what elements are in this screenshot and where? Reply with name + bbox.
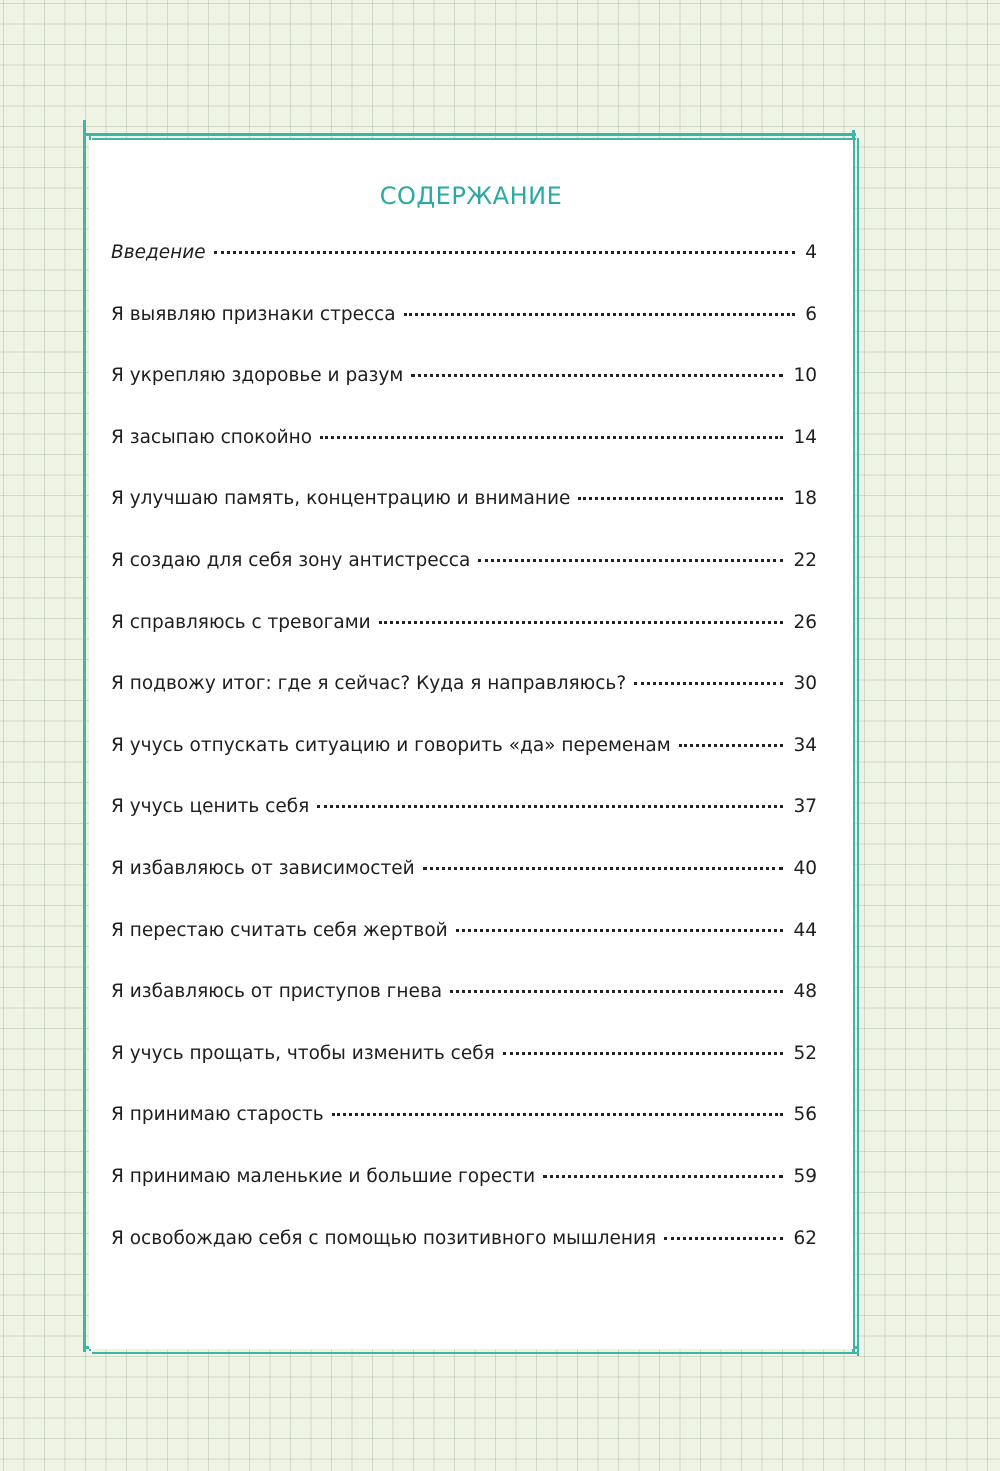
dot-leader [634, 682, 783, 685]
toc-entry-page-number: 59 [793, 1165, 817, 1187]
toc-entry-page-number: 6 [805, 303, 817, 325]
toc-entry-page-number: 34 [793, 734, 817, 756]
dot-leader [503, 1052, 784, 1055]
toc-entry[interactable] [111, 673, 817, 735]
toc-entry-page-number: 44 [793, 919, 817, 941]
toc-entry-title: Я учусь прощать, чтобы изменить себя [111, 1042, 495, 1064]
toc-entry-title: Я подвожу итог: где я сейчас? Куда я направляюсь? [111, 673, 627, 695]
dot-leader [450, 990, 783, 993]
toc-entry-title: Я принимаю старость [111, 1104, 324, 1126]
toc-entry-page-number: 18 [793, 488, 817, 510]
frame-top-line [86, 133, 856, 136]
toc-entry-page-number: 52 [793, 1042, 817, 1064]
frame-left-line [83, 120, 86, 1352]
toc-entry[interactable] [111, 550, 817, 612]
frame-right-line-2 [857, 138, 859, 1356]
dot-leader [456, 929, 784, 932]
toc-entry-title: Я засыпаю спокойно [111, 426, 313, 448]
toc-entry-page-number: 26 [793, 611, 817, 633]
toc-entry-page-number: 56 [793, 1104, 817, 1126]
toc-entry[interactable] [111, 242, 817, 304]
toc-entry-page-number: 14 [793, 426, 817, 448]
toc-entry[interactable] [111, 1228, 817, 1290]
toc-entry[interactable] [111, 981, 817, 1043]
toc-entry-page-number: 4 [805, 242, 817, 263]
dot-leader [320, 436, 783, 439]
toc-entry[interactable] [111, 920, 817, 982]
dot-leader [411, 374, 783, 377]
toc-entry-title: Я выявляю признаки стресса [111, 303, 396, 325]
toc-page [89, 140, 853, 1349]
toc-list [111, 242, 817, 1289]
toc-entry-title: Я избавляюсь от зависимостей [111, 857, 415, 879]
toc-entry[interactable] [111, 427, 817, 489]
toc-entry-page-number: 10 [793, 365, 817, 387]
toc-entry-title: Я укрепляю здоровье и разум [111, 365, 404, 387]
toc-entry[interactable] [111, 1166, 817, 1228]
toc-entry-title: Я освобождаю себя с помощью позитивного мышления [111, 1227, 657, 1249]
dot-leader [679, 744, 784, 747]
frame-bottom-line-2 [92, 1352, 858, 1354]
dot-leader [423, 867, 784, 870]
toc-entry[interactable] [111, 858, 817, 920]
dot-leader [404, 313, 796, 316]
toc-entry-page-number: 30 [793, 673, 817, 695]
dot-leader [664, 1237, 783, 1240]
toc-entry[interactable] [111, 488, 817, 550]
dot-leader [478, 559, 783, 562]
toc-entry-title: Введение [111, 242, 206, 263]
toc-entry-title: Я учусь отпускать ситуацию и говорить «да» переменам [111, 734, 671, 756]
toc-entry[interactable] [111, 612, 817, 674]
toc-entry[interactable] [111, 1043, 817, 1105]
toc-entry-title: Я перестаю считать себя жертвой [111, 919, 448, 941]
toc-entry-page-number: 37 [793, 796, 817, 818]
toc-title: СОДЕРЖАНИЕ [379, 182, 563, 210]
dot-leader [379, 621, 784, 624]
toc-entry[interactable] [111, 365, 817, 427]
toc-entry-title: Я улучшаю память, концентрацию и внимание [111, 488, 571, 510]
toc-entry[interactable] [111, 304, 817, 366]
dot-leader [332, 1113, 784, 1116]
toc-entry-title: Я принимаю маленькие и большие горести [111, 1165, 536, 1187]
toc-entry-title: Я избавляюсь от приступов гнева [111, 981, 443, 1003]
toc-entry-page-number: 22 [793, 549, 817, 571]
dot-leader [543, 1175, 783, 1178]
toc-entry[interactable] [111, 796, 817, 858]
toc-entry[interactable] [111, 735, 817, 797]
toc-entry[interactable] [111, 1104, 817, 1166]
toc-entry-page-number: 48 [793, 981, 817, 1003]
dot-leader [214, 251, 796, 254]
toc-entry-page-number: 40 [793, 857, 817, 879]
toc-entry-title: Я создаю для себя зону антистресса [111, 549, 471, 571]
dot-leader [578, 497, 783, 500]
toc-entry-title: Я справляюсь с тревогами [111, 611, 371, 633]
toc-entry-title: Я учусь ценить себя [111, 796, 310, 818]
toc-entry-page-number: 62 [793, 1227, 817, 1249]
dot-leader [317, 805, 783, 808]
